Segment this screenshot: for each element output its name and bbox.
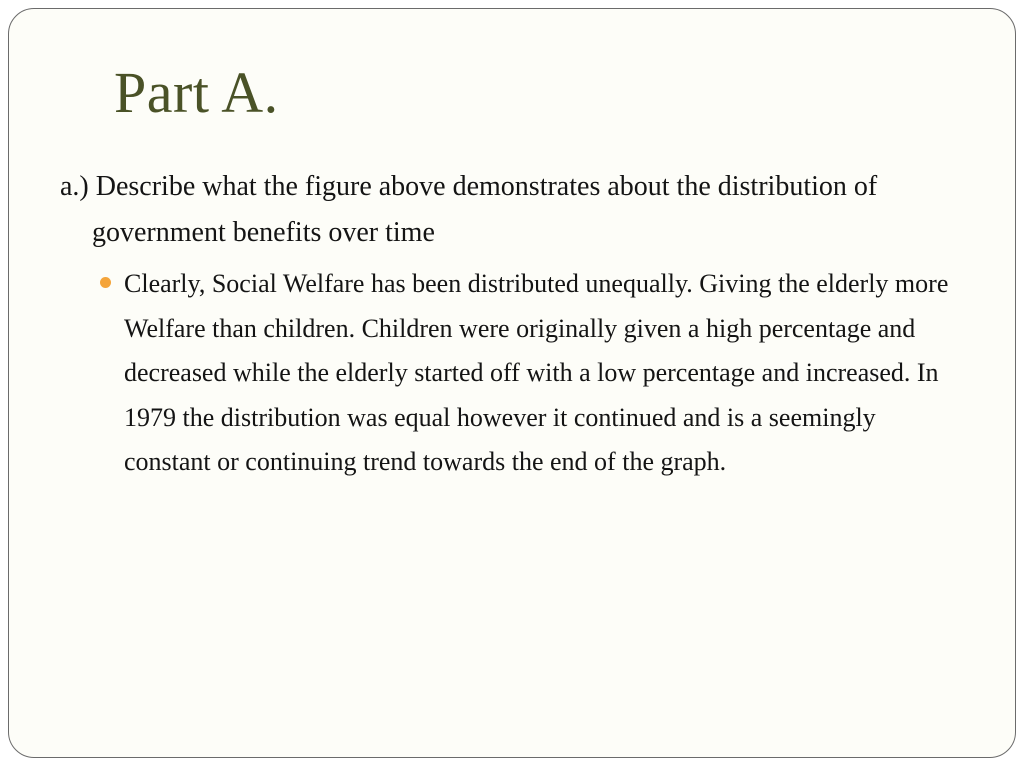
- answer-text: Clearly, Social Welfare has been distributed unequally. Giving the elderly more Welfare than children. Children were originally given a high percentage and decreased while the elderly started off with a low percentage and increased. In 1979 the distribution was equal however it continued and is a seemingly constant or continuing trend towards the end of the graph.: [124, 269, 949, 476]
- answer-bullet-item: [100, 262, 980, 485]
- question-text: a.) Describe what the figure above demonstrates about the distribution of government benefits over time: [60, 171, 878, 248]
- bullet-dot-icon: [100, 277, 111, 288]
- slide-title: Part A.: [114, 60, 279, 125]
